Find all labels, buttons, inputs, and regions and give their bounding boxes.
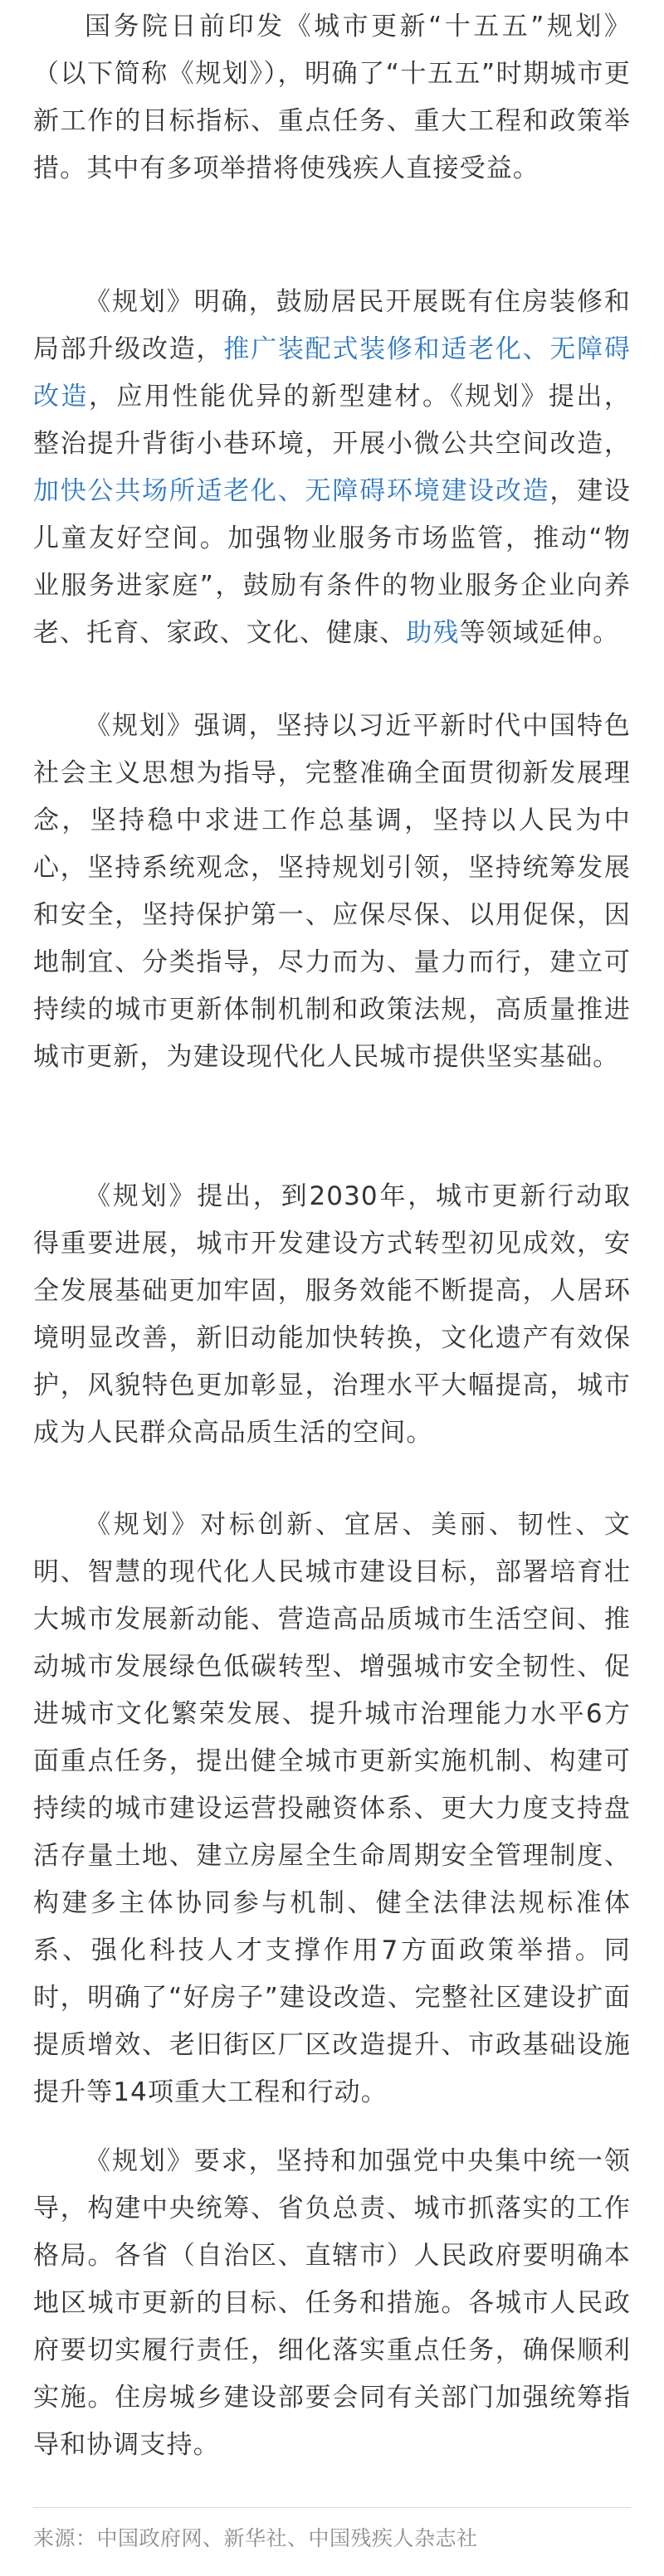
source-divider — [33, 2507, 631, 2508]
text-segment: 《规划》明确，鼓励居民开展既有住房装修和局部升级改造， — [33, 287, 631, 364]
paragraph-6 — [33, 2138, 631, 2469]
paragraph-2 — [33, 279, 631, 657]
paragraph-5 — [33, 1502, 631, 2116]
highlighted-phrase: 加快公共场所适老化、无障碍环境建设改造 — [33, 476, 550, 506]
highlighted-phrase: 助残 — [406, 618, 460, 648]
text-segment: 等领域延伸。 — [459, 618, 620, 648]
source-line: 来源：中国政府网、新华社、中国残疾人杂志社 — [33, 2526, 478, 2550]
text-segment: ，应用性能优异的新型建材。《规划》提出，整治提升背街小巷环境，开展小微公共空间改造， — [33, 382, 632, 459]
text-segment: ，建设儿童友好空间。加强物业服务市场监管，推动“物业服务进家庭”，鼓励有条件的物业服务企业向养老、托育、家政、文化、健康、 — [33, 476, 631, 648]
text-segment: 《规划》强调，坚持以习近平新时代中国特色社会主义思想为指导，完整准确全面贯彻新发展理念，坚持稳中求进工作总基调，坚持以人民为中心，坚持系统观念，坚持规划引领，坚持统筹发展和安全，坚持保护第一、应保尽保、以用促保，因地制宜、分类指导，尽力而为、量力而行，建立可持续的城市更新体制机制和政策法规，高质量推进城市更新，为建设现代化人民城市提供坚实基础。 — [33, 711, 631, 1072]
paragraph-1 — [33, 3, 631, 192]
paragraph-4 — [33, 1173, 631, 1457]
text-segment: 《规划》提出，到2030年，城市更新行动取得重要进展，城市开发建设方式转型初见成效，安全发展基础更加牢固，服务效能不断提高，人居环境明显改善，新旧动能加快转换，文化遗产有效保护，风貌特色更加彰显，治理水平大幅提高，城市成为人民群众高品质生活的空间。 — [33, 1181, 631, 1448]
text-segment: 国务院日前印发《城市更新“十五五”规划》（以下简称《规划》），明确了“十五五”时期城市更新工作的目标指标、重点任务、重大工程和政策举措。其中有多项举措将使残疾人直接受益。 — [33, 12, 631, 183]
text-segment: 《规划》要求，坚持和加强党中央集中统一领导，构建中央统筹、省负总责、城市抓落实的工作格局。各省（自治区、直辖市）人民政府要明确本地区城市更新的目标、任务和措施。各城市人民政府要切实履行责任，细化落实重点任务，确保顺利实施。住房城乡建设部要会同有关部门加强统筹指导和协调支持。 — [33, 2146, 631, 2460]
text-segment: 《规划》对标创新、宜居、美丽、韧性、文明、智慧的现代化人民城市建设目标，部署培育壮大城市发展新动能、营造高品质城市生活空间、推动城市发展绿色低碳转型、增强城市安全韧性、促进城市文化繁荣发展、提升城市治理能力水平6方面重点任务，提出健全城市更新实施机制、构建可持续的城市建设运营投融资体系、更大力度支持盘活存量土地、建立房屋全生命周期安全管理制度、构建多主体协同参与机制、健全法律法规标准体系、强化科技人才支撑作用7方面政策举措。同时，明确了“好房子”建设改造、完整社区建设扩面提质增效、老旧街区厂区改造提升、市政基础设施提升等14项重大工程和行动。 — [33, 1510, 631, 2107]
highlighted-phrase: 推广装配式装修和适老化、无障碍改造 — [33, 334, 632, 411]
paragraph-3 — [33, 703, 631, 1081]
